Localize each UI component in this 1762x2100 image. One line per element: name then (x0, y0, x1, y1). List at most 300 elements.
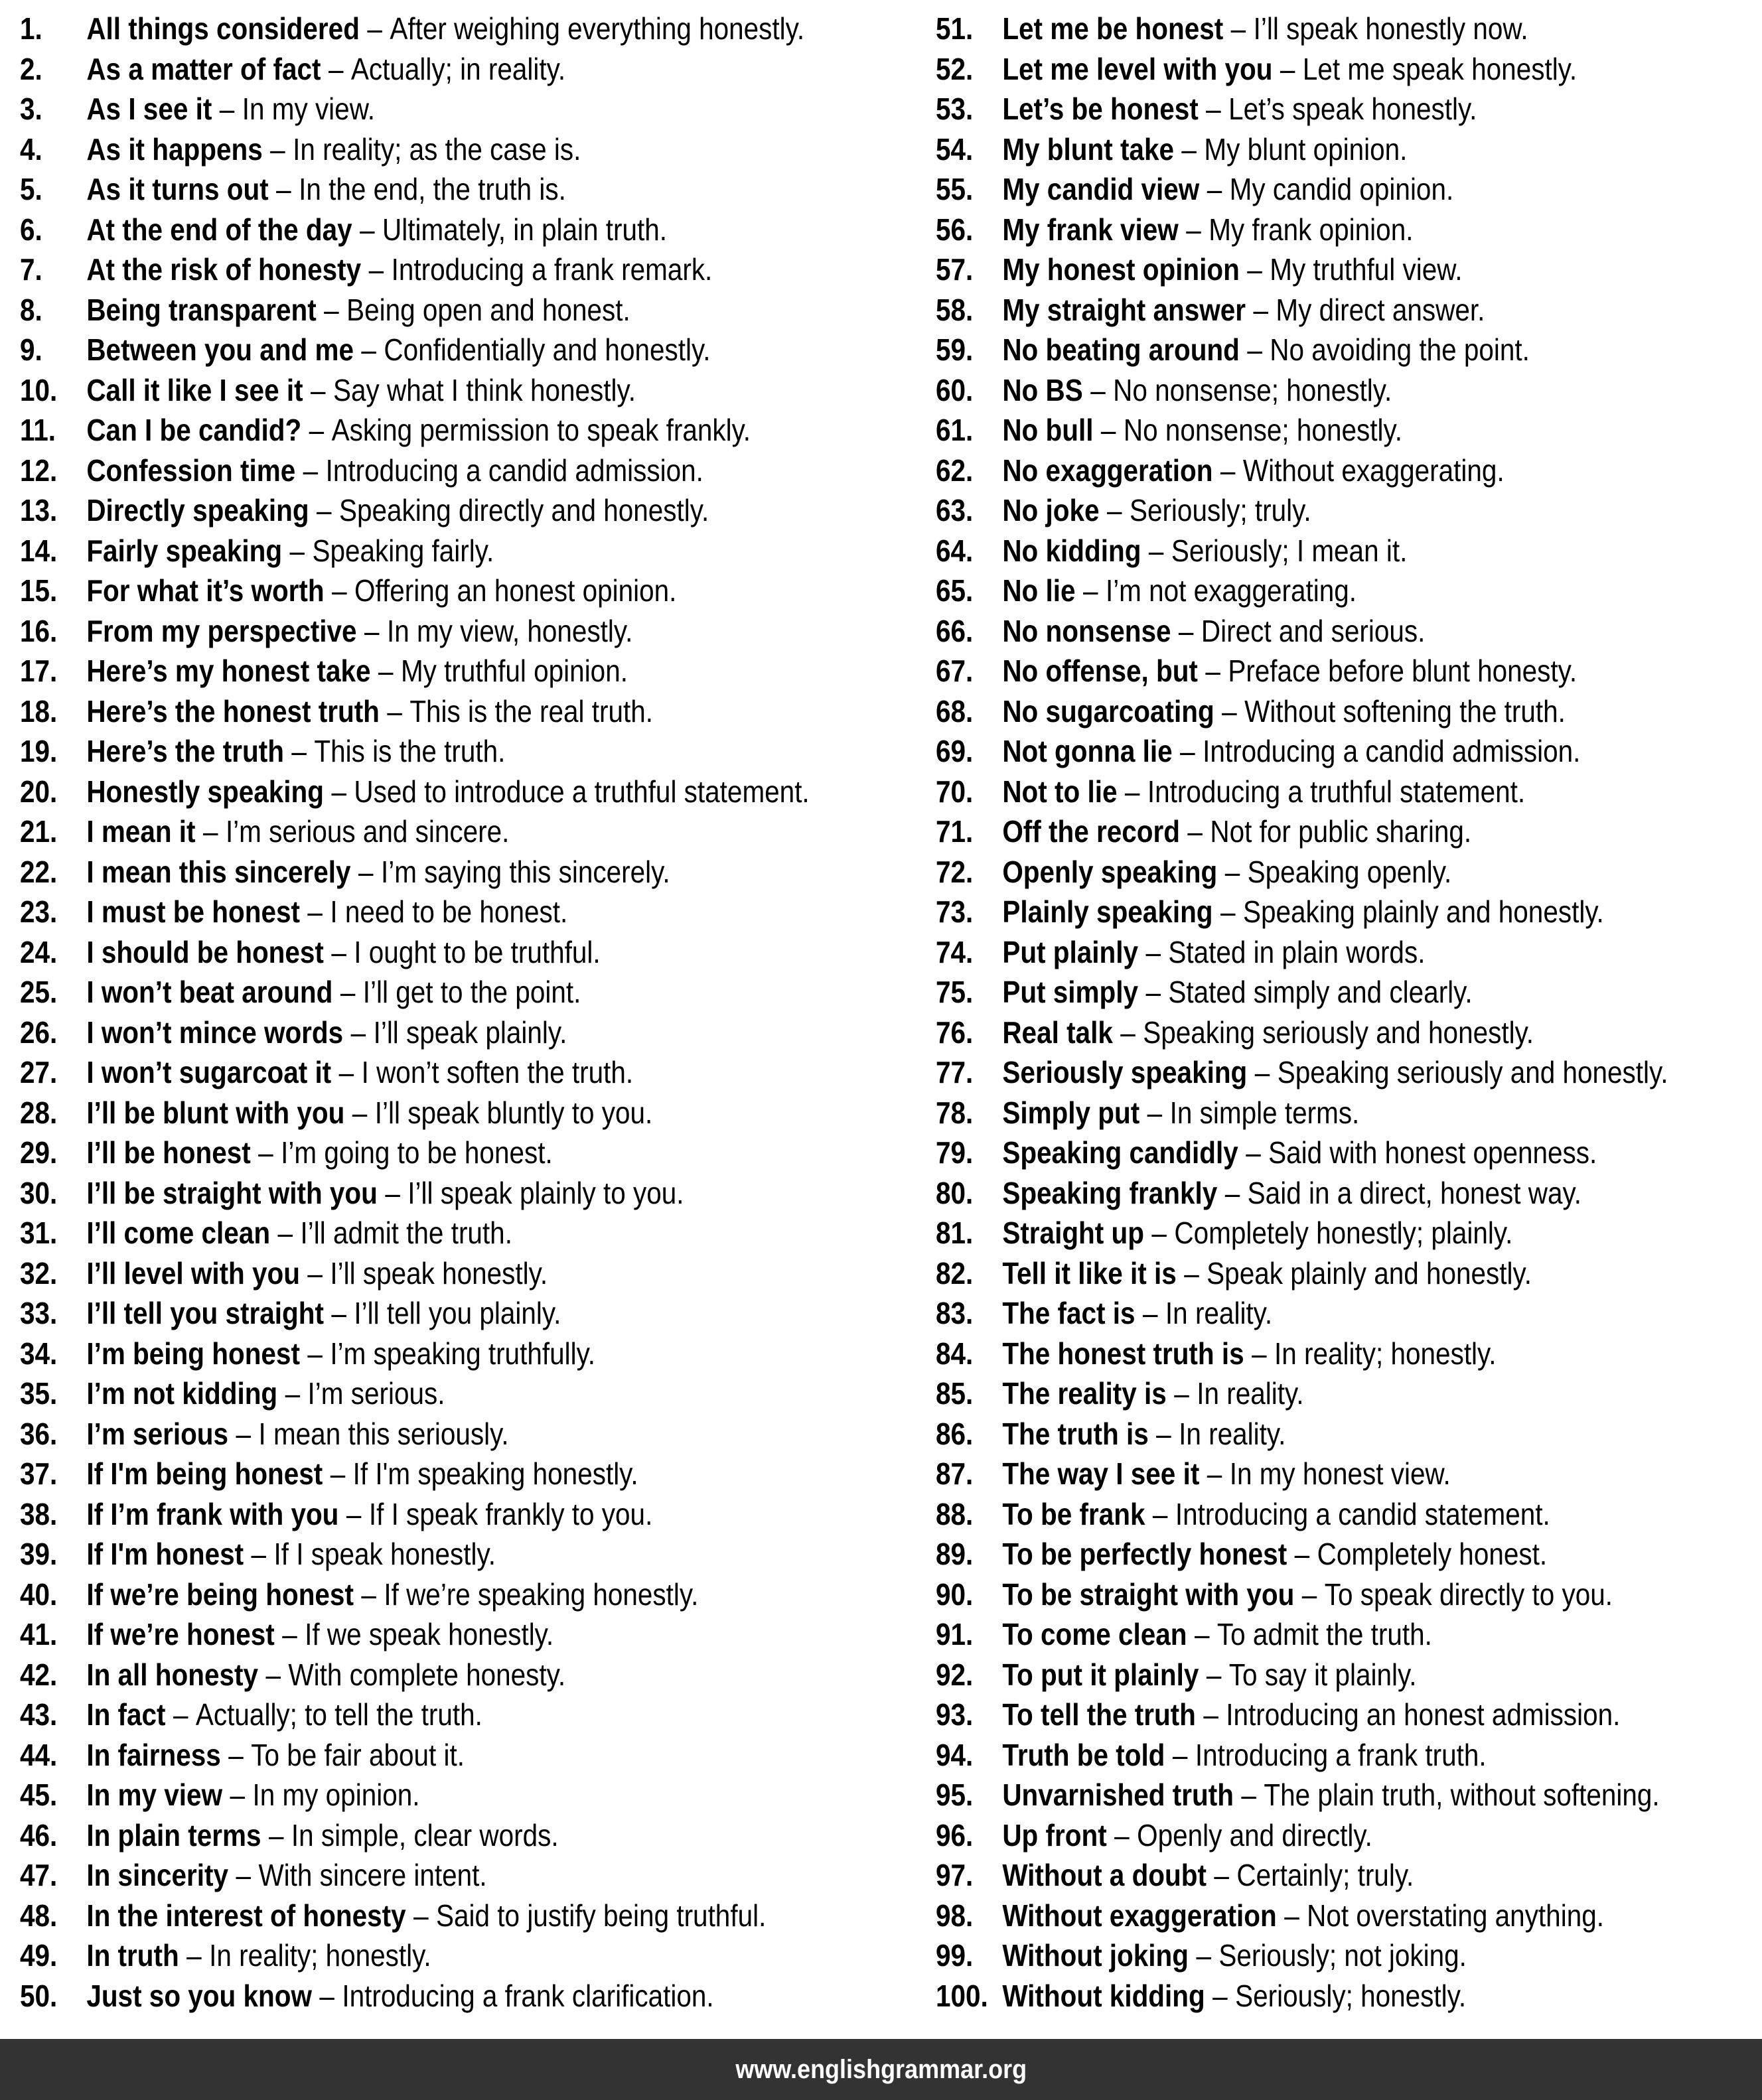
item-phrase: As I see it (86, 92, 212, 126)
phrase-list-column-left (20, 9, 929, 2016)
phrase-list-column-right (936, 9, 1762, 2016)
item-phrase: In sincerity (86, 1858, 229, 1892)
item-phrase: If I’m frank with you (86, 1496, 339, 1531)
item-phrase: I must be honest (86, 894, 300, 929)
item-definition: In reality; honestly. (209, 1938, 431, 1973)
list-item (936, 1253, 1663, 1294)
list-item (20, 1614, 820, 1655)
item-number: 87. (936, 1456, 974, 1491)
item-phrase: Speaking frankly (1002, 1175, 1218, 1210)
item-number: 96. (936, 1817, 974, 1853)
list-item (936, 1655, 1663, 1695)
item-number: 48. (20, 1898, 58, 1933)
item-number: 13. (20, 493, 58, 527)
list-item (20, 370, 820, 411)
list-item (20, 811, 820, 852)
item-phrase: No BS (1002, 372, 1083, 407)
item-text (86, 1173, 684, 1214)
item-text (1002, 49, 1577, 90)
list-item (20, 1815, 820, 1856)
item-separator: – (1090, 372, 1106, 407)
item-text (86, 1253, 548, 1294)
item-number: 22. (20, 854, 58, 889)
item-text (86, 490, 709, 531)
item-text (86, 1093, 652, 1133)
item-number: 41. (20, 1617, 58, 1651)
item-phrase: If I'm honest (86, 1537, 244, 1571)
list-item (20, 1695, 820, 1735)
item-definition: I’m serious. (307, 1376, 445, 1411)
item-text (1002, 1775, 1659, 1815)
item-separator: – (251, 1537, 267, 1571)
item-definition: Actually; to tell the truth. (195, 1697, 482, 1732)
item-phrase: To be frank (1002, 1496, 1145, 1531)
item-phrase: From my perspective (86, 613, 357, 648)
list-item (20, 1534, 820, 1575)
item-separator: – (1174, 1376, 1189, 1411)
item-text (1002, 1093, 1359, 1133)
list-item (20, 1013, 820, 1053)
item-number: 91. (936, 1617, 974, 1651)
item-text (1002, 811, 1471, 852)
item-text (86, 651, 628, 691)
item-number: 50. (20, 1978, 58, 2013)
item-separator: – (1224, 854, 1240, 889)
item-separator: – (219, 92, 235, 126)
item-separator: – (285, 1376, 301, 1411)
list-item (936, 1213, 1663, 1253)
item-separator: – (1241, 1778, 1256, 1812)
item-phrase: Call it like I see it (86, 372, 303, 407)
item-phrase: In my view (86, 1778, 223, 1812)
item-text (1002, 1133, 1597, 1173)
list-item (20, 169, 820, 210)
item-text (1002, 852, 1451, 892)
item-separator: – (309, 413, 325, 447)
list-item (20, 249, 820, 290)
item-phrase: Not gonna lie (1002, 734, 1173, 768)
item-text (86, 691, 653, 732)
item-text (1002, 531, 1407, 571)
item-number: 45. (20, 1778, 58, 1812)
item-separator: – (310, 372, 326, 407)
item-definition: Let me speak honestly. (1302, 51, 1578, 86)
item-number: 49. (20, 1938, 58, 1973)
item-separator: – (277, 1216, 293, 1250)
item-separator: – (1207, 1456, 1222, 1491)
item-phrase: I mean this sincerely (86, 854, 351, 889)
item-phrase: Straight up (1002, 1216, 1144, 1250)
list-item (936, 410, 1663, 451)
item-separator: – (328, 51, 344, 86)
item-number: 73. (936, 894, 974, 929)
item-number: 92. (936, 1657, 974, 1692)
item-text (86, 1293, 561, 1334)
item-number: 54. (936, 131, 974, 167)
item-text (86, 1133, 552, 1173)
item-number: 43. (20, 1697, 58, 1732)
item-separator: – (1230, 11, 1246, 46)
item-phrase: Between you and me (86, 332, 354, 367)
list-item (936, 1293, 1663, 1334)
item-phrase: Up front (1002, 1817, 1107, 1853)
item-phrase: Seriously speaking (1002, 1055, 1248, 1089)
item-text (1002, 290, 1485, 330)
item-text (86, 410, 751, 451)
item-phrase: The truth is (1002, 1416, 1149, 1451)
item-phrase: Let me level with you (1002, 51, 1273, 86)
item-phrase: Unvarnished truth (1002, 1778, 1234, 1812)
item-number: 24. (20, 934, 58, 969)
item-phrase: My straight answer (1002, 292, 1246, 327)
item-text (86, 1855, 486, 1896)
item-text (1002, 651, 1577, 691)
item-text (86, 852, 670, 892)
list-item (20, 1373, 820, 1414)
item-definition: Introducing a frank truth. (1195, 1737, 1487, 1772)
item-number: 82. (936, 1255, 974, 1291)
item-separator: – (1114, 1817, 1130, 1853)
item-text (86, 611, 632, 652)
item-number: 63. (936, 493, 974, 527)
item-separator: – (338, 1055, 354, 1089)
list-item (936, 1173, 1663, 1214)
item-phrase: I’ll level with you (86, 1255, 300, 1291)
list-item (936, 1534, 1663, 1575)
item-number: 52. (936, 51, 974, 86)
item-number: 44. (20, 1737, 58, 1772)
item-number: 57. (936, 252, 974, 287)
item-phrase: To be perfectly honest (1002, 1537, 1287, 1571)
item-phrase: If we’re being honest (86, 1576, 354, 1612)
item-definition: To admit the truth. (1216, 1617, 1432, 1651)
item-number: 70. (936, 774, 974, 809)
item-text (86, 571, 676, 611)
item-separator: – (1196, 1938, 1211, 1973)
item-number: 62. (936, 453, 974, 488)
item-definition: In simple, clear words. (291, 1817, 559, 1853)
item-separator: – (1124, 774, 1140, 809)
item-text (86, 1614, 553, 1655)
item-number: 74. (936, 934, 974, 969)
item-number: 33. (20, 1296, 58, 1330)
item-definition: I ought to be truthful. (354, 934, 601, 969)
list-item (20, 451, 820, 491)
item-text (1002, 370, 1392, 411)
list-item (936, 451, 1663, 491)
item-definition: With sincere intent. (258, 1858, 487, 1892)
list-item (20, 972, 820, 1013)
item-number: 30. (20, 1175, 58, 1210)
item-definition: I mean this seriously. (258, 1416, 509, 1451)
item-phrase: In all honesty (86, 1657, 258, 1692)
item-separator: – (186, 1938, 202, 1973)
list-item (20, 1735, 820, 1776)
item-definition: Openly and directly. (1137, 1817, 1372, 1853)
item-definition: In simple terms. (1169, 1095, 1360, 1130)
item-number: 79. (936, 1135, 974, 1170)
item-number: 9. (20, 332, 42, 367)
item-number: 37. (20, 1456, 58, 1491)
item-text (86, 1575, 698, 1615)
list-item (20, 410, 820, 451)
item-separator: – (1172, 1737, 1188, 1772)
item-separator: – (1152, 1496, 1168, 1531)
list-item (936, 932, 1663, 973)
item-separator: – (316, 493, 332, 527)
item-phrase: No beating around (1002, 332, 1240, 367)
item-phrase: I’m being honest (86, 1336, 300, 1371)
item-phrase: My frank view (1002, 212, 1179, 247)
item-separator: – (331, 1296, 346, 1330)
item-separator: – (1220, 894, 1236, 929)
item-definition: Speaking directly and honestly. (338, 493, 709, 527)
item-definition: Said to justify being truthful. (436, 1898, 767, 1933)
item-separator: – (1147, 1095, 1163, 1130)
item-number: 84. (936, 1336, 974, 1371)
item-definition: I’ll admit the truth. (300, 1216, 512, 1250)
item-phrase: I should be honest (86, 934, 324, 969)
item-separator: – (350, 1015, 366, 1050)
item-text (1002, 1253, 1532, 1294)
item-definition: I’ll get to the point. (362, 975, 581, 1009)
item-text (1002, 571, 1357, 611)
item-separator: – (1280, 51, 1295, 86)
item-phrase: At the risk of honesty (86, 252, 362, 287)
item-separator: – (1100, 413, 1116, 447)
item-separator: – (268, 1817, 284, 1853)
item-definition: My candid opinion. (1229, 172, 1454, 206)
item-number: 98. (936, 1898, 974, 1933)
item-definition: Let’s speak honestly. (1228, 92, 1477, 126)
item-text (1002, 611, 1425, 652)
item-number: 76. (936, 1015, 974, 1050)
list-item (20, 1293, 820, 1334)
item-number: 80. (936, 1175, 974, 1210)
list-item (936, 811, 1663, 852)
item-text (1002, 731, 1580, 772)
item-text (86, 1334, 595, 1374)
item-number: 56. (936, 212, 974, 247)
item-number: 67. (936, 654, 974, 688)
item-definition: My truthful opinion. (400, 654, 628, 688)
item-number: 17. (20, 654, 58, 688)
list-item (20, 1213, 820, 1253)
item-definition: Speaking seriously and honestly. (1277, 1055, 1668, 1089)
item-text (86, 370, 636, 411)
item-number: 35. (20, 1376, 58, 1411)
item-phrase: Tell it like it is (1002, 1255, 1177, 1291)
item-number: 51. (936, 11, 974, 46)
item-separator: – (368, 252, 384, 287)
item-separator: – (1205, 654, 1220, 688)
item-number: 65. (936, 573, 974, 608)
list-item (20, 892, 820, 932)
item-separator: – (236, 1416, 252, 1451)
item-definition: Completely honest. (1317, 1537, 1548, 1571)
item-number: 25. (20, 975, 58, 1009)
item-definition: If we speak honestly. (305, 1617, 554, 1651)
list-item (20, 1093, 820, 1133)
item-text (1002, 1334, 1496, 1374)
item-definition: To be fair about it. (251, 1737, 465, 1772)
item-phrase: I’m not kidding (86, 1376, 278, 1411)
item-number: 27. (20, 1055, 58, 1089)
list-item (20, 772, 820, 812)
list-item (936, 1896, 1663, 1936)
item-number: 88. (936, 1496, 974, 1531)
item-number: 5. (20, 172, 42, 206)
item-phrase: No joke (1002, 493, 1100, 527)
item-definition: Speaking fairly. (312, 533, 494, 568)
list-item (20, 330, 820, 370)
item-separator: – (1220, 453, 1236, 488)
item-phrase: My honest opinion (1002, 252, 1240, 287)
item-definition: Asking permission to speak frankly. (331, 413, 751, 447)
item-separator: – (1082, 573, 1098, 608)
item-text (86, 129, 581, 170)
list-item (936, 1093, 1663, 1133)
item-separator: – (1206, 92, 1221, 126)
item-definition: In reality. (1179, 1416, 1286, 1451)
item-separator: – (1294, 1537, 1310, 1571)
item-number: 23. (20, 894, 58, 929)
item-separator: – (1252, 1336, 1267, 1371)
item-text (1002, 1454, 1450, 1494)
item-phrase: Here’s my honest take (86, 654, 371, 688)
list-item (936, 330, 1663, 370)
item-phrase: Directly speaking (86, 493, 309, 527)
list-item (936, 249, 1663, 290)
list-item (20, 1454, 820, 1494)
item-definition: This is the truth. (314, 734, 506, 768)
item-definition: Actually; in reality. (350, 51, 566, 86)
item-phrase: Truth be told (1002, 1737, 1165, 1772)
item-definition: Speaking plainly and honestly. (1242, 894, 1604, 929)
item-separator: – (324, 292, 339, 327)
list-item (20, 691, 820, 732)
item-phrase: My candid view (1002, 172, 1200, 206)
item-text (86, 330, 710, 370)
item-definition: In my opinion. (252, 1778, 420, 1812)
list-item (936, 210, 1663, 250)
item-text (1002, 1293, 1272, 1334)
item-text (1002, 1414, 1285, 1454)
item-number: 40. (20, 1576, 58, 1612)
list-item (936, 1494, 1663, 1535)
list-item (20, 210, 820, 250)
item-phrase: Here’s the honest truth (86, 693, 380, 729)
item-text (1002, 249, 1462, 290)
list-item (20, 531, 820, 571)
list-item (936, 1575, 1663, 1615)
item-text (1002, 451, 1504, 491)
item-text (1002, 1896, 1604, 1936)
item-separator: – (270, 131, 285, 167)
item-text (1002, 1655, 1416, 1695)
item-text (86, 210, 667, 250)
item-text (1002, 9, 1528, 49)
item-text (86, 89, 375, 129)
item-number: 58. (936, 292, 974, 327)
item-separator: – (228, 1737, 244, 1772)
item-number: 32. (20, 1255, 58, 1291)
item-separator: – (340, 975, 356, 1009)
item-definition: If I speak frankly to you. (368, 1496, 653, 1531)
list-item (936, 129, 1663, 170)
item-phrase: In fact (86, 1697, 166, 1732)
item-phrase: If we’re honest (86, 1617, 275, 1651)
item-phrase: I won’t sugarcoat it (86, 1055, 332, 1089)
item-phrase: Off the record (1002, 814, 1180, 849)
item-phrase: To be straight with you (1002, 1576, 1295, 1612)
item-separator: – (1151, 1216, 1167, 1250)
item-definition: I’m going to be honest. (281, 1135, 553, 1170)
item-separator: – (289, 533, 305, 568)
item-text (1002, 169, 1453, 210)
item-number: 18. (20, 693, 58, 729)
item-text (86, 531, 494, 571)
item-number: 7. (20, 252, 42, 287)
item-phrase: The honest truth is (1002, 1336, 1244, 1371)
item-text (1002, 1695, 1620, 1735)
item-text (86, 249, 712, 290)
item-definition: Not overstating anything. (1307, 1898, 1604, 1933)
item-text (1002, 1935, 1467, 1976)
item-definition: Without exaggerating. (1242, 453, 1505, 488)
item-text (86, 1976, 713, 2016)
item-definition: Preface before blunt honesty. (1228, 654, 1578, 688)
list-item (20, 1775, 820, 1815)
item-number: 20. (20, 774, 58, 809)
item-text (86, 1775, 419, 1815)
item-separator: – (331, 774, 346, 809)
item-definition: I’ll speak bluntly to you. (374, 1095, 653, 1130)
list-item (20, 1976, 820, 2016)
item-definition: Say what I think honestly. (332, 372, 636, 407)
item-definition: In reality; as the case is. (293, 131, 581, 167)
item-number: 3. (20, 92, 42, 126)
item-phrase: I’ll be honest (86, 1135, 251, 1170)
item-number: 75. (936, 975, 974, 1009)
item-phrase: Here’s the truth (86, 734, 284, 768)
item-definition: Introducing a frank clarification. (342, 1978, 714, 2013)
item-definition: I’ll speak honestly now. (1253, 11, 1528, 46)
list-item (20, 1896, 820, 1936)
item-phrase: Let me be honest (1002, 11, 1224, 46)
item-separator: – (282, 1617, 297, 1651)
list-item (936, 1735, 1663, 1776)
item-phrase: As it happens (86, 131, 263, 167)
item-text (86, 1735, 465, 1776)
list-item (20, 9, 820, 49)
list-item (20, 89, 820, 129)
list-item (936, 1775, 1663, 1815)
item-separator: – (361, 332, 376, 367)
item-phrase: To tell the truth (1002, 1697, 1196, 1732)
item-phrase: No offense, but (1002, 654, 1198, 688)
item-number: 39. (20, 1537, 58, 1571)
item-number: 72. (936, 854, 974, 889)
item-separator: – (1222, 693, 1237, 729)
item-number: 28. (20, 1095, 58, 1130)
item-number: 15. (20, 573, 58, 608)
item-separator: – (319, 1978, 334, 2013)
item-phrase: I won’t mince words (86, 1015, 344, 1050)
item-text (86, 451, 703, 491)
item-phrase: Can I be candid? (86, 413, 302, 447)
item-number: 53. (936, 92, 974, 126)
